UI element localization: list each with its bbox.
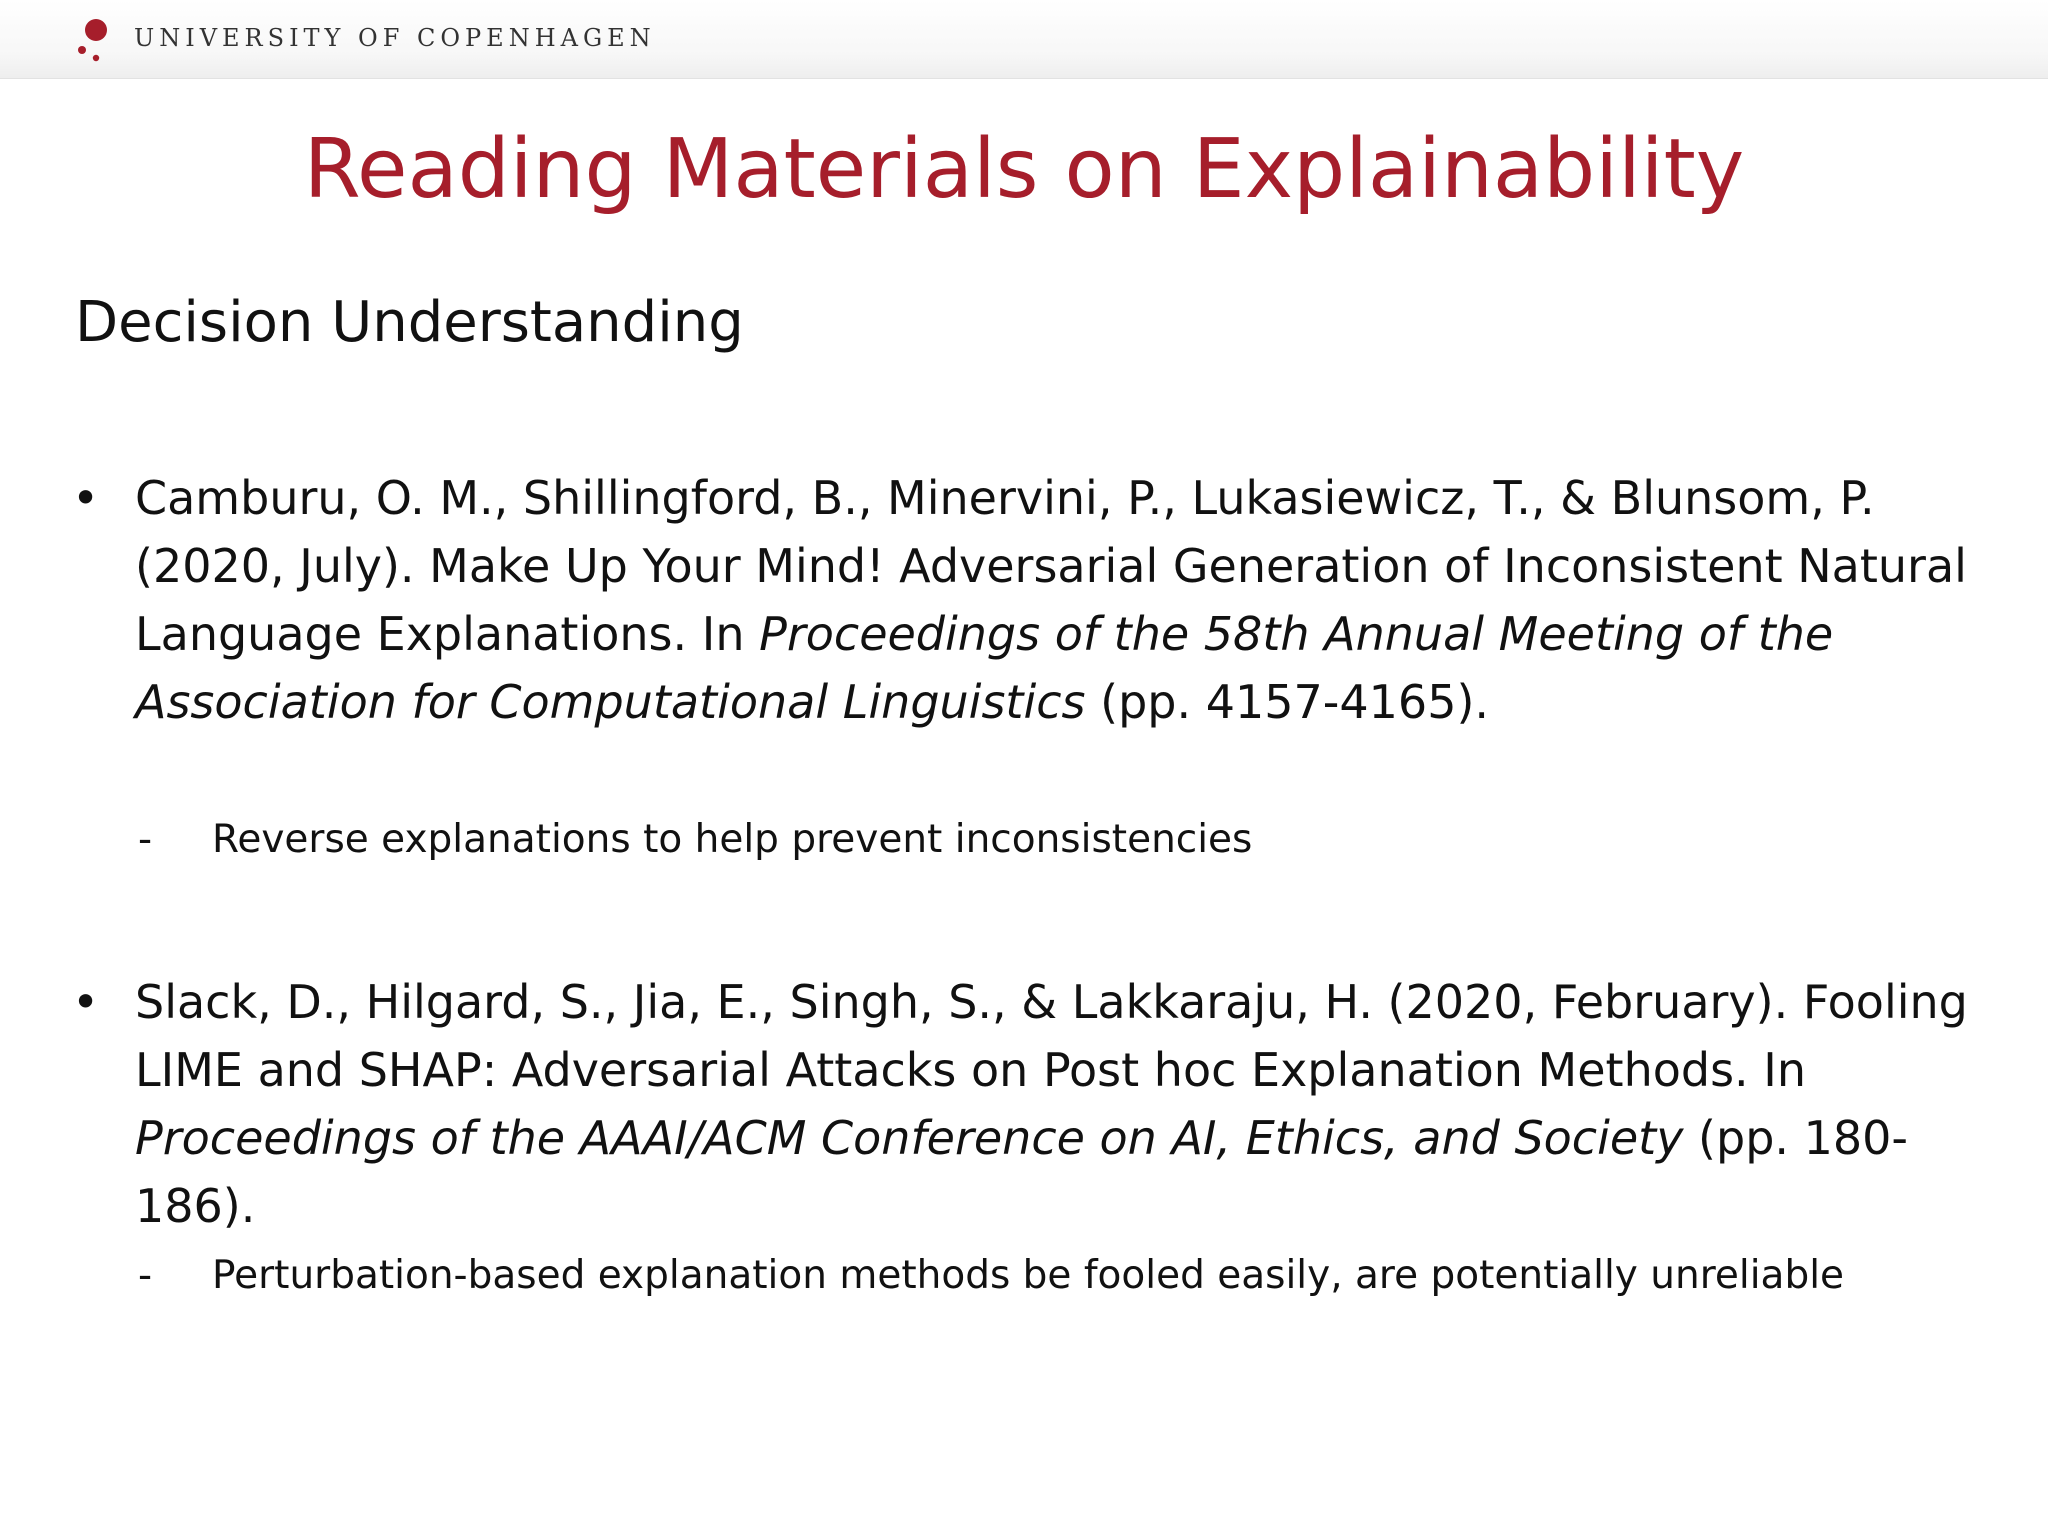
bullet-marker: • [72,975,100,1029]
crown-dots-logo-icon [76,16,116,64]
citation-text: Slack, D., Hilgard, S., Jia, E., Singh, S., & Lakkaraju, H. (2020, February). Fooling LIME and SHAP: Adversarial Attacks on Post hoc Explanation Methods. In [135,975,1968,1097]
citation-pages: (pp. 4157-4165). [1085,675,1490,729]
header-bar [0,0,2048,79]
reference-citation [135,968,1995,1240]
citation-text: Camburu, O. M., Shillingford, B., Minervini, P., Lukasiewicz, T., & Blunsom, P. (2020, July). Make Up Your Mind! Adversarial Generation of Inconsistent Natural Language Explanations. In [135,471,1967,661]
citation-pages: (pp. 180-186). [135,1111,1909,1233]
citation-venue: Proceedings of the AAAI/ACM Conference on AI, Ethics, and Society [135,1111,1684,1165]
reference-citation [135,464,1995,736]
note-dash: - [138,817,153,862]
university-name: UNIVERSITY OF COPENHAGEN [134,24,656,52]
slide-title: Reading Materials on Explainability [303,122,1745,217]
note-text: Perturbation-based explanation methods be fooled easily, are potentially unreliable [212,1253,1845,1298]
section-heading: Decision Understanding [75,290,744,355]
citation-venue: Proceedings of the 58th Annual Meeting of the Association for Computational Linguistics [135,607,1834,729]
note-text: Reverse explanations to help prevent inconsistencies [212,817,1253,862]
bullet-marker: • [72,471,100,525]
note-dash: - [138,1253,153,1298]
